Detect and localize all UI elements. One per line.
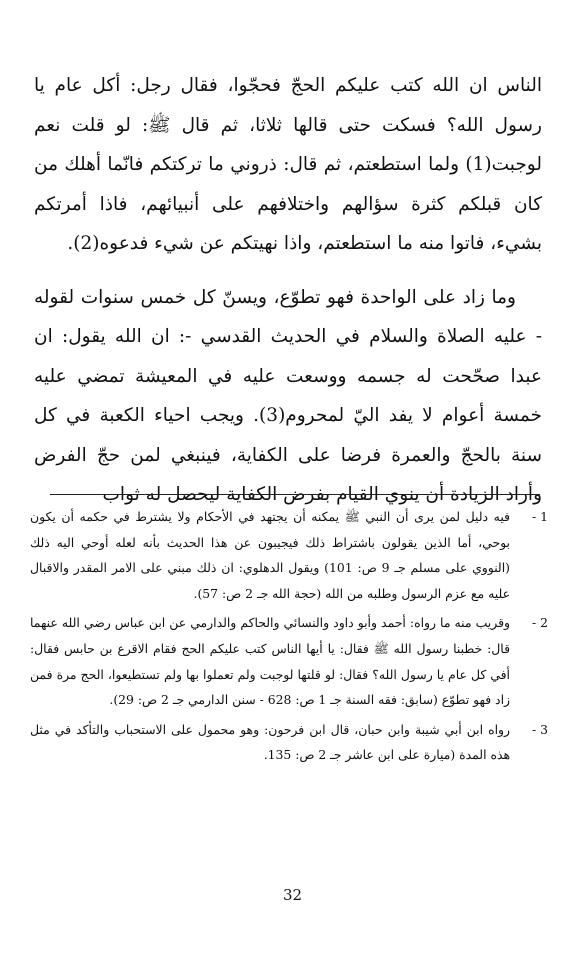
footnote-text: وقريب منه ما رواه: أحمد وأبو داود والنسائي والحاكم والدارمي عن ابن عباس رضي الله عنهما قال: خطبنا رسول الله ﷺ فقال: يا أيها الناس كتب عليكم الحج فقام الاقرع بن حابس فقال: أفي كل عام يا رسول الله؟ فقال: لو قلتها لوجبت ولم تعملوا بها ولم تستطيعوا، الحج مرة فمن زاد فهو تطوّع (سابق: فقه السنة جـ 1 ص: 628 - سنن الدارمي جـ 2 ص: 29). xyxy=(30,615,510,708)
footnote-text: فيه دليل لمن يرى أن النبي ﷺ يمكنه أن يجتهد في الأحكام ولا يشترط في حكمه أن يكون بوحي، أما الذين يقولون باشتراط ذلك فيجيبون عن هذا الحديث بأنه لعله أوحي اليه ذلك (النووي على مسلم جـ 9 ص: 101) ويقول الدهلوي: ان ذلك مبني على الامر المقدر والاقبال عليه مع عزم الرسول وطلبه من الله (حجة الله جـ 2 ص: 57). xyxy=(30,509,510,601)
footnote-number: 2 - xyxy=(531,615,548,631)
footnote-2 xyxy=(30,610,548,712)
main-text xyxy=(34,66,542,515)
footnote-number: 3 - xyxy=(531,721,548,737)
footnote-text: رواه ابن أبي شيبة وابن حبان، قال ابن فرحون: وهو محمول على الاستحباب والتأكد في مثل هذه المدة (ميارة على ابن عاشر جـ 2 ص: 135. xyxy=(30,721,510,763)
page-number: 32 xyxy=(282,886,303,904)
footnote-divider xyxy=(50,494,540,495)
footnote-number: 1 - xyxy=(531,509,548,524)
paragraph-2: وما زاد على الواحدة فهو تطوّع، ويسنّ كل خمس سنوات لقوله - عليه الصلاة والسلام في الحديث القدسي -: ان الله يقول: ان عبدا صحّحت له جسمه ووسعت عليه في المعيشة تمضي عليه خمسة أعوام لا يفد اليّ لمحروم(3). ويجب احياء الكعبة في كل سنة بالحجّ والعمرة فرضا على الكفاية، فينبغي لمن حجّ الفرض وأراد الزيادة أن ينوي القيام بفرض الكفاية ليحصل له ثواب xyxy=(34,286,542,505)
paragraph-1: الناس ان الله كتب عليكم الحجّ فحجّوا، فقال رجل: أكل عام يا رسول الله؟ فسكت حتى قالها ثلاثا، ثم قال ﷺ: لو قلت نعم لوجبت(1) ولما استطعتم، ثم قال: ذروني ما تركتكم فانّما أهلك من كان قبلكم كثرة سؤالهم واختلافهم على أنبيائهم، فاذا أمرتكم بشيء، فاتوا منه ما استطعتم، واذا نهيتكم عن شيء فدعوه(2). xyxy=(34,75,542,254)
footnote-1 xyxy=(30,504,548,606)
footnote-3 xyxy=(30,717,548,768)
footnotes xyxy=(30,504,548,772)
